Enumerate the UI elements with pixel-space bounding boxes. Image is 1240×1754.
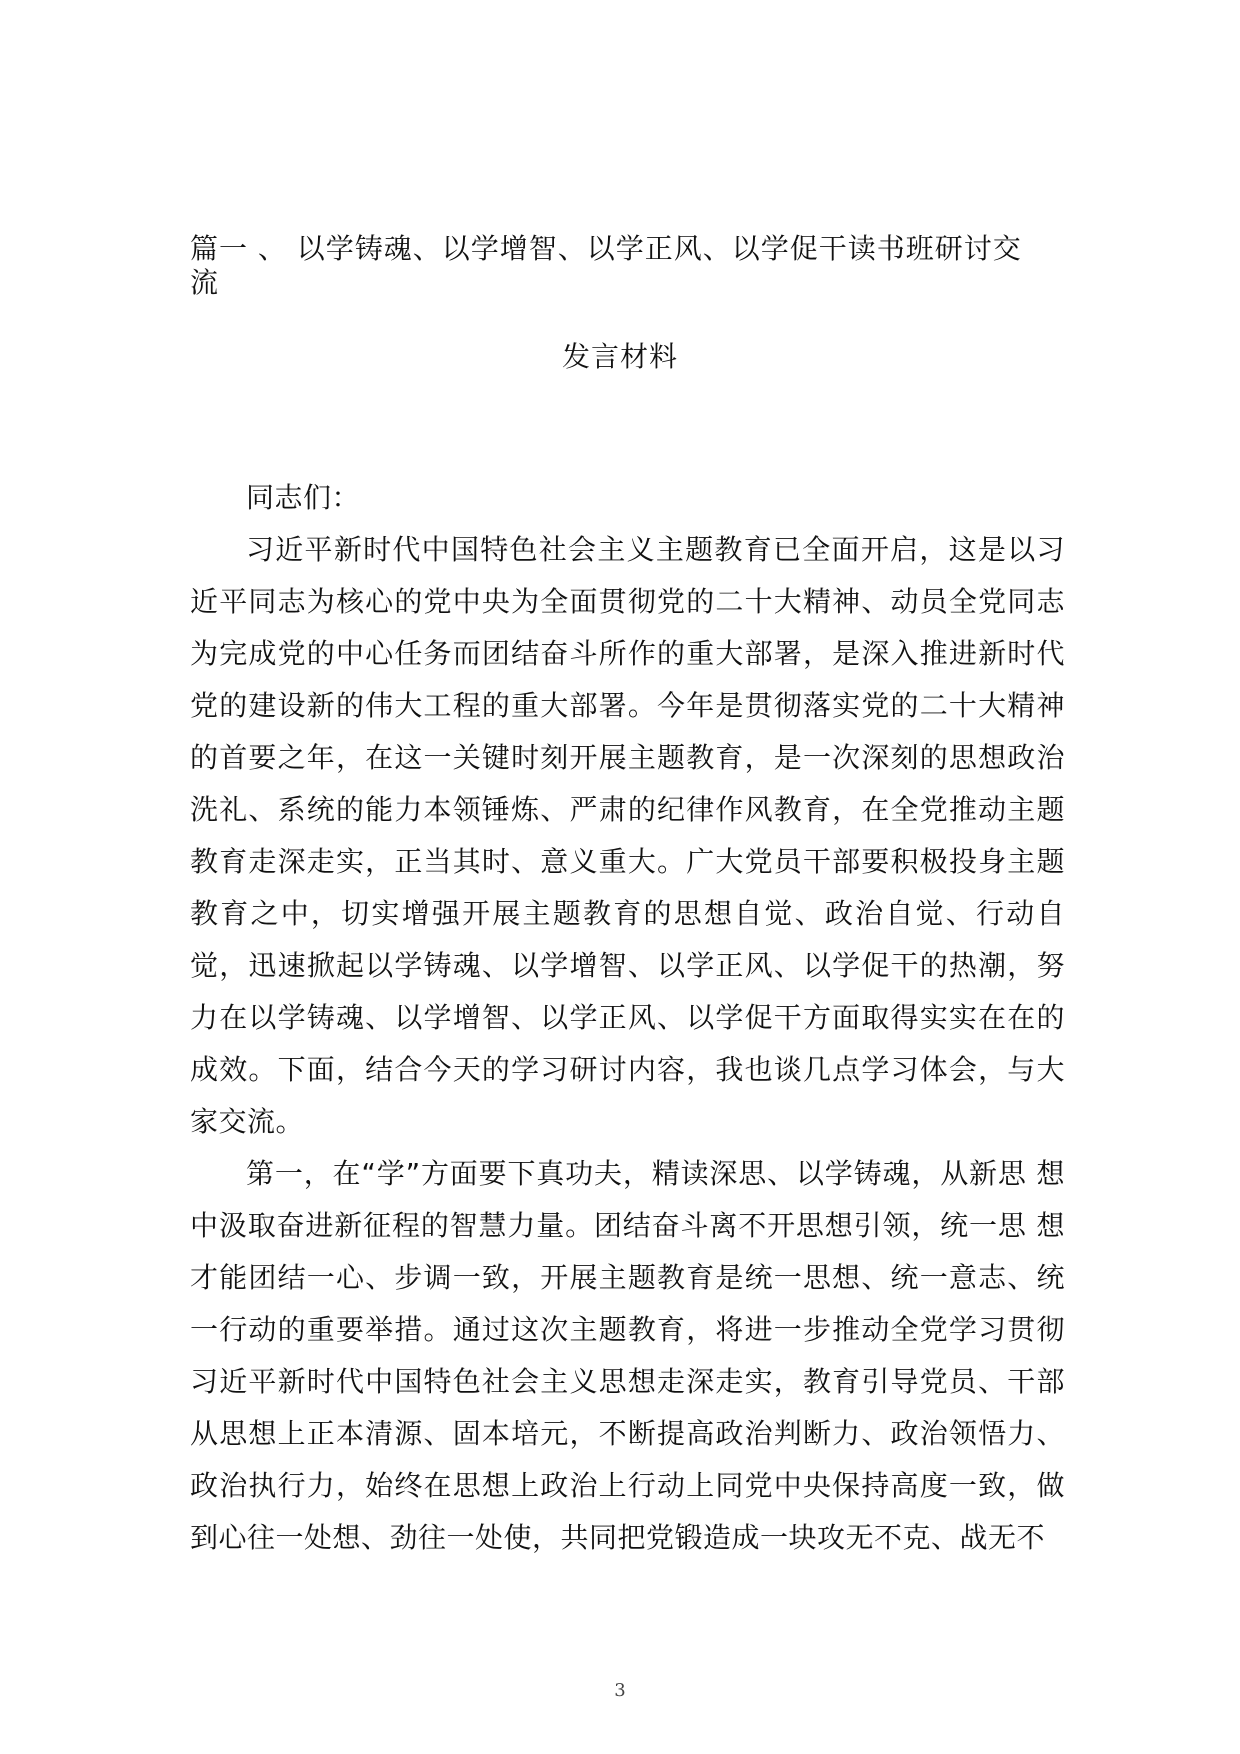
salutation: 同志们： — [246, 481, 361, 514]
page-number: 3 — [614, 1680, 626, 1701]
document-body — [190, 472, 1065, 1564]
paragraph: 习近平新时代中国特色社会主义主题教育已全面开启，这是以习近平同志为核心的党中央为全面贯彻党的二十大精神、动员全党同志为完成党的中心任务而团结奋斗所作的重大部署，是深入推进新时代党的建设新的伟大工程的重大部署。今年是贯彻落实党的二十大精神的首要之年，在这一关键时刻开展主题教育，是一次深刻的思想政治洗礼、系统的能力本领锤炼、严肃的纪律作风教育，在全党推动主题教育走深走实，正当其时、意义重大。广大党员干部要积极投身主题教育之中，切实增强开展主题教育的思想自觉、政治自觉、行动自觉，迅速掀起以学铸魂、以学增智、以学正风、以学促干的热潮，努力在以学铸魂、以学增智、以学正风、以学促干方面取得实实在在的成效。下面，结合今天的学习研讨内容，我也谈几点学习体会，与大家交流。 — [190, 533, 1065, 1138]
document-title: 篇一 、 以学铸魂、以学增智、以学正风、以学促干读书班研讨交流 — [190, 232, 1022, 299]
document-subtitle: 发言材料 — [561, 340, 678, 373]
paragraph: 第一，在“学”方面要下真功夫，精读深思、以学铸魂，从新思 想中汲取奋进新征程的智慧力量。团结奋斗离不开思想引领，统一思 想才能团结一心、步调一致，开展主题教育是统一思想、统一意志、统一行动的重要举措。通过这次主题教育，将进一步推动全党学习贯彻习近平新时代中国特色社会主义思想走深走实，教育引导党员、干部从思想上正本清源、固本培元，不断提高政治判断力、政治领悟力、政治执行力，始终在思想上政治上行动上同党中央保持高度一致，做 到心往一处想、劲往一处使，共同把党锻造成一块攻无不克、战无不 — [190, 1157, 1065, 1554]
